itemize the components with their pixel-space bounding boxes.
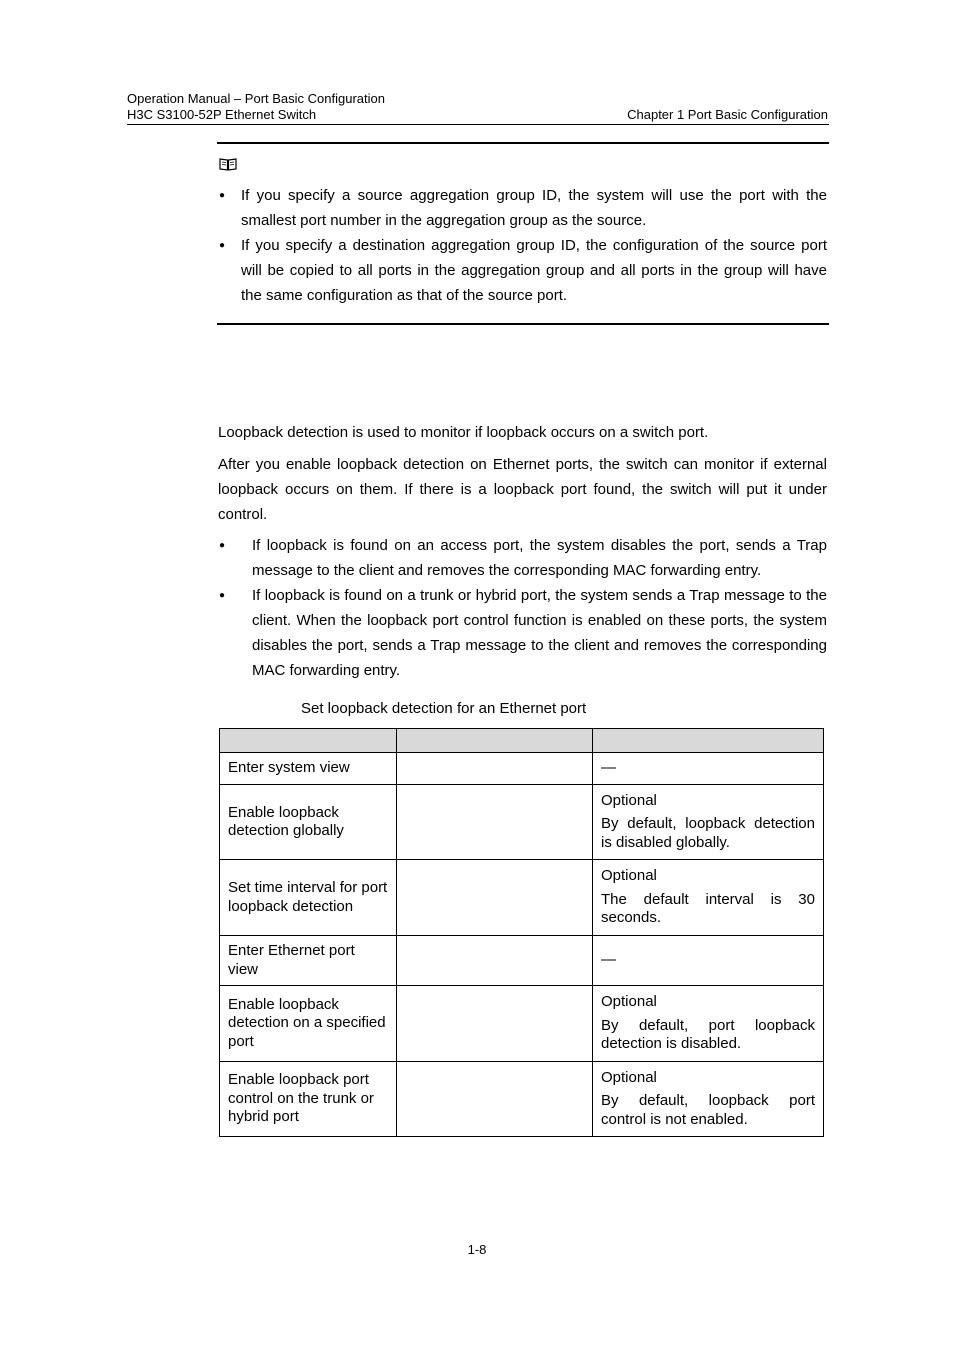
section-intro-paragraph: Loopback detection is used to monitor if loopback occurs on a switch port. bbox=[218, 424, 709, 441]
header-chapter: Chapter 1 Port Basic Configuration bbox=[627, 107, 828, 122]
remark-cell bbox=[593, 986, 824, 1062]
remark-text: — bbox=[601, 951, 616, 969]
remark-note: By default, port loopback detection is disabled. bbox=[601, 1016, 815, 1053]
book-icon bbox=[219, 157, 237, 171]
command-cell bbox=[397, 785, 593, 860]
operation-cell: Enable loopback port control on the trunk or hybrid port bbox=[220, 1062, 397, 1137]
loopback-config-table bbox=[219, 728, 824, 1137]
header-manual-title: Operation Manual – Port Basic Configuration bbox=[127, 91, 385, 106]
remark-cell bbox=[593, 753, 824, 785]
table-row bbox=[220, 1062, 824, 1137]
table-caption: Set loopback detection for an Ethernet port bbox=[301, 700, 587, 717]
operation-cell: Set time interval for port loopback detection bbox=[220, 860, 397, 936]
operation-cell: Enter Ethernet port view bbox=[220, 936, 397, 986]
table-row bbox=[220, 753, 824, 785]
operation-cell: Enable loopback detection globally bbox=[220, 785, 397, 860]
remark-note: The default interval is 30 seconds. bbox=[601, 890, 815, 927]
table-row bbox=[220, 936, 824, 986]
column-header-remarks bbox=[593, 729, 824, 753]
column-header-operation bbox=[220, 729, 397, 753]
table-row bbox=[220, 986, 824, 1062]
command-cell bbox=[397, 753, 593, 785]
note-bullet-1: If you specify a source aggregation group ID, the system will use the port with the smallest port number in the aggregation group as the source. bbox=[241, 187, 827, 229]
table-header-row bbox=[220, 729, 824, 753]
bullet-dot: ● bbox=[219, 590, 226, 601]
bullet-dot: ● bbox=[219, 540, 226, 551]
remark-text: Optional bbox=[601, 867, 657, 885]
command-cell bbox=[397, 936, 593, 986]
header-rule bbox=[127, 124, 829, 125]
remark-note: By default, loopback detection is disabled globally. bbox=[601, 815, 815, 851]
header-product-name: H3C S3100-52P Ethernet Switch bbox=[127, 107, 317, 122]
command-cell bbox=[397, 1062, 593, 1137]
note-bottom-rule bbox=[217, 323, 829, 325]
remark-cell bbox=[593, 936, 824, 986]
remark-text: — bbox=[601, 759, 616, 777]
column-header-command bbox=[397, 729, 593, 753]
operation-cell: Enter system view bbox=[220, 753, 397, 785]
section-bullet-access-port: If loopback is found on an access port, the system disables the port, sends a Trap message to the client and removes the corresponding MAC forwarding entry. bbox=[252, 537, 827, 579]
command-cell bbox=[397, 986, 593, 1062]
table-row bbox=[220, 785, 824, 860]
remark-text: Optional bbox=[601, 993, 657, 1011]
remark-cell bbox=[593, 785, 824, 860]
page-number: 1-8 bbox=[467, 1242, 487, 1257]
remark-cell bbox=[593, 860, 824, 936]
note-bullet-2: If you specify a destination aggregation group ID, the configuration of the source port will be copied to all ports in the aggregation group and all ports in the group will have the same configuration as that of the source port. bbox=[241, 237, 827, 304]
table-row bbox=[220, 860, 824, 936]
section-bullet-trunk-hybrid-port: If loopback is found on a trunk or hybrid port, the system sends a Trap message to the client. When the loopback port control function is enabled on these ports, the system disables the port, sends a Trap message to the client and removes the corresponding MAC forwarding entry. bbox=[252, 587, 827, 679]
remark-cell bbox=[593, 1062, 824, 1137]
bullet-dot: ● bbox=[219, 240, 226, 251]
remark-text: Optional bbox=[601, 1068, 657, 1086]
operation-cell: Enable loopback detection on a specified port bbox=[220, 986, 397, 1062]
remark-text: Optional bbox=[601, 791, 657, 809]
remark-note: By default, loopback port control is not enabled. bbox=[601, 1092, 815, 1128]
command-cell bbox=[397, 860, 593, 936]
section-detail-paragraph: After you enable loopback detection on Ethernet ports, the switch can monitor if external loopback occurs on them. If there is a loopback port found, the switch will put it under control. bbox=[218, 456, 827, 523]
bullet-dot: ● bbox=[219, 190, 226, 201]
note-top-rule bbox=[217, 142, 829, 144]
